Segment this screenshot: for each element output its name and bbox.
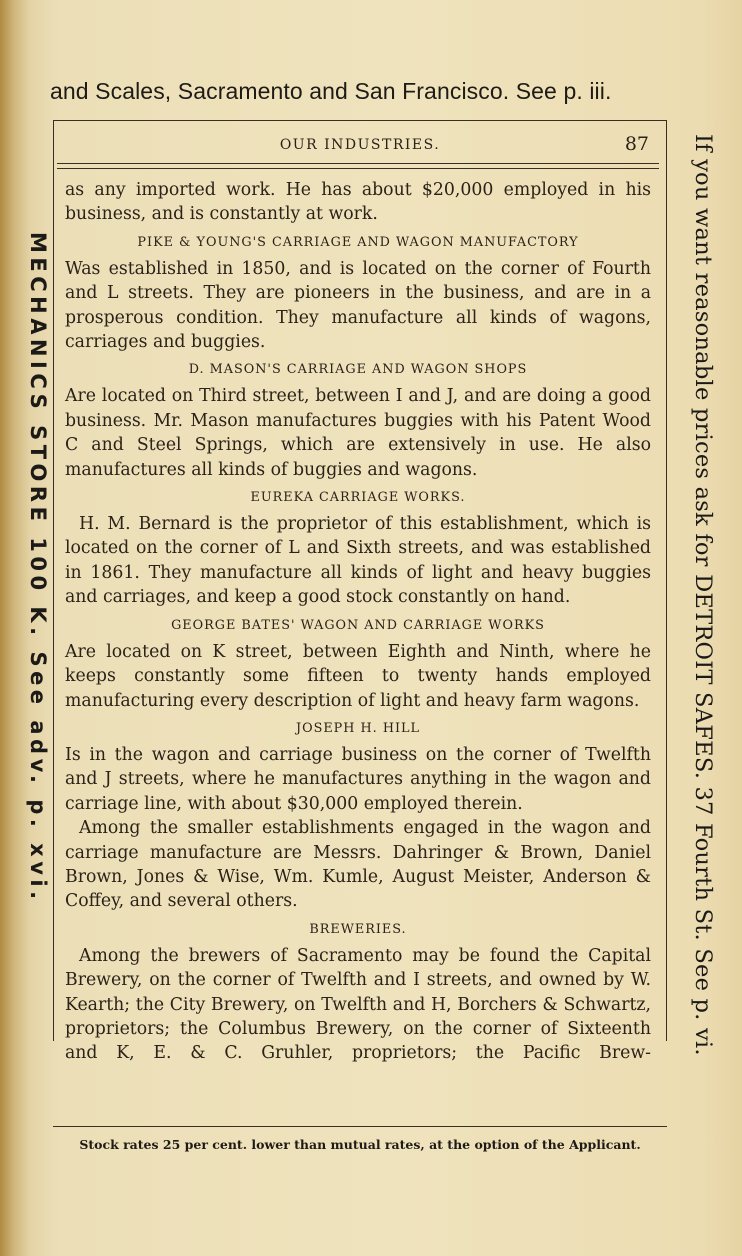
top-banner-ad: and Scales, Sacramento and San Francisco. See p. iii. [50,78,612,104]
section-text-hill-smaller-establishments: Among the smaller establishments engaged in the wagon and carriage manufacture are Messrs. Dahringer & Brown, Daniel Brown, Jones & Wise, Wm. Kumle, August Meister, Anderson & Coffey, and several others. [65,818,651,912]
running-head-title: OUR INDUSTRIES. [279,137,441,153]
right-margin-ad-text: If you want reasonable prices ask for DETROIT SAFES. 37 Fourth St. See p. vi. [690,134,716,1056]
section-heading-breweries: BREWERIES. [309,921,407,937]
right-margin-ad [676,134,722,1134]
section-heading-mason: D. MASON'S CARRIAGE AND WAGON SHOPS [188,362,528,378]
section-text-hill: Is in the wagon and carriage business on the corner of Twelfth and J streets, where he manufactures anything in the wagon and carriage line, with about $30,000 employed therein. [65,744,651,814]
intro-paragraph: as any imported work. He has about $20,000 employed in his business, and is constantly at work. [65,180,651,225]
header-rule [57,163,659,164]
section-heading-bates: GEORGE BATES' WAGON AND CARRIAGE WORKS [171,617,545,633]
page-number: 87 [624,133,649,155]
page-body [65,178,651,1066]
footer-rule [53,1126,667,1127]
left-margin-ad [22,232,52,1012]
section-text-pike-young: Was established in 1850, and is located on the corner of Fourth and L streets. They are pioneers in the business, and are in a prosperous condition. They manufacture all kinds of wagons, carriages and buggies. [65,258,651,353]
section-heading-pike-young: PIKE & YOUNG'S CARRIAGE AND WAGON MANUFACTORY [137,234,579,250]
header-rule-thin [57,168,659,169]
section-text-mason: Are located on Third street, between I and J, and are doing a good business. Mr. Mason manufactures buggies with his Patent Wood C and Steel Springs, which are extensively in use. He also manufactures all kinds of buggies and wagons. [65,386,651,480]
section-heading-hill: JOSEPH H. HILL [295,720,421,736]
section-text-eureka: H. M. Bernard is the proprietor of this establishment, which is located on the corner of L and Sixth streets, and was established in 1861. They manufacture all kinds of light and heavy buggies and carriages, and keep a good stock constantly on hand. [65,514,651,608]
running-head [55,133,665,159]
section-text-bates: Are located on K street, between Eighth and Ninth, where he keeps constantly some fifteen to twenty hands employed manufacturing every description of light and heavy farm wagons. [65,641,651,711]
section-heading-eureka: EUREKA CARRIAGE WORKS. [250,490,466,506]
left-margin-ad-text: MECHANICS STORE 100 K. See adv. p. xvi. [26,232,50,904]
footer-notice: Stock rates 25 per cent. lower than mutual rates, at the option of the Applicant. [79,1137,641,1152]
section-text-breweries: Among the brewers of Sacramento may be found the Capital Brewery, on the corner of Twelfth and I streets, and owned by W. Kearth; the City Brewery, on Twelfth and H, Borchers & Schwartz, proprietors; the Columbus Brewery, on the corner of Sixteenth and K, E. & C. Gruhler, proprietors; the Pacific Brew- [65,945,651,1064]
